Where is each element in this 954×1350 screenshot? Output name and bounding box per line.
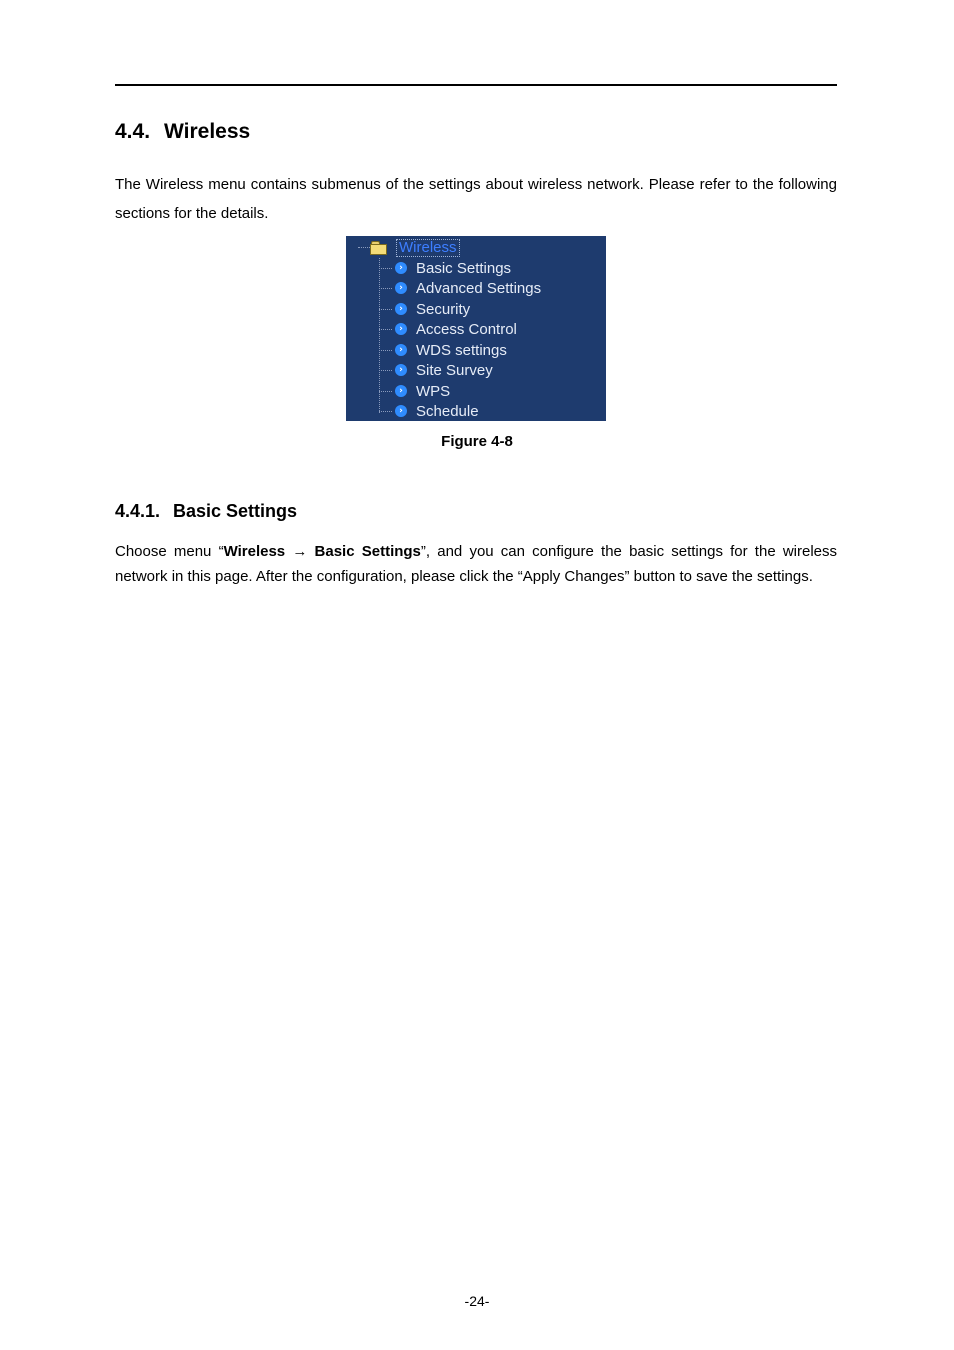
menu-item-basic-settings[interactable] — [379, 258, 511, 278]
chevron-right-icon: › — [395, 344, 407, 356]
menu-item-wps[interactable] — [379, 381, 450, 401]
menu-item-wds-settings[interactable] — [379, 340, 507, 360]
chevron-right-icon: › — [395, 262, 407, 274]
menu-item-advanced-settings[interactable] — [379, 278, 541, 298]
subsection-title: Basic Settings — [173, 501, 298, 521]
body-paragraph — [115, 539, 837, 589]
subsection-heading — [115, 501, 297, 522]
chevron-right-icon: › — [395, 405, 407, 417]
intro-paragraph: The Wireless menu contains submenus of the settings about wireless network. Please refer to the following sections for the details. — [115, 176, 837, 222]
menu-item-label: Advanced Settings — [416, 279, 542, 297]
menu-root-label: Wireless — [396, 239, 460, 257]
menu-item-label: Security — [416, 300, 471, 318]
section-heading — [115, 120, 250, 144]
menu-item-label: Site Survey — [416, 361, 493, 379]
chevron-right-icon: › — [395, 364, 407, 376]
header-rule — [115, 84, 837, 86]
menu-item-label: WPS — [416, 382, 451, 400]
menu-path-basic-settings: Basic Settings — [314, 543, 421, 560]
menu-item-label: WDS settings — [416, 341, 507, 359]
menu-item-site-survey[interactable] — [379, 360, 493, 380]
arrow-icon: → — [292, 543, 308, 560]
menu-item-label: Access Control — [416, 320, 517, 338]
menu-item-schedule[interactable] — [379, 401, 479, 421]
section-number: 4.4. — [115, 120, 151, 143]
menu-item-access-control[interactable] — [379, 319, 517, 339]
body-suffix: ”, and you can configure the basic settings for the wireless network in this page. After the configuration, please click the “Apply Changes” button to save the settings. — [115, 543, 838, 585]
body-prefix: Choose menu “ — [115, 543, 224, 560]
chevron-right-icon: › — [395, 303, 407, 315]
menu-item-label: Basic Settings — [416, 259, 512, 277]
page-number: -24- — [464, 1293, 490, 1309]
figure-caption: Figure 4-8 — [441, 433, 513, 450]
chevron-right-icon: › — [395, 282, 407, 294]
folder-icon — [370, 241, 387, 254]
section-title: Wireless — [164, 120, 251, 143]
menu-path-wireless: Wireless — [223, 543, 286, 560]
menu-item-security[interactable] — [379, 299, 470, 319]
menu-root-wireless[interactable] — [370, 238, 460, 257]
chevron-right-icon: › — [395, 323, 407, 335]
menu-item-label: Schedule — [416, 402, 479, 420]
subsection-number: 4.4.1. — [115, 501, 161, 521]
chevron-right-icon: › — [395, 385, 407, 397]
